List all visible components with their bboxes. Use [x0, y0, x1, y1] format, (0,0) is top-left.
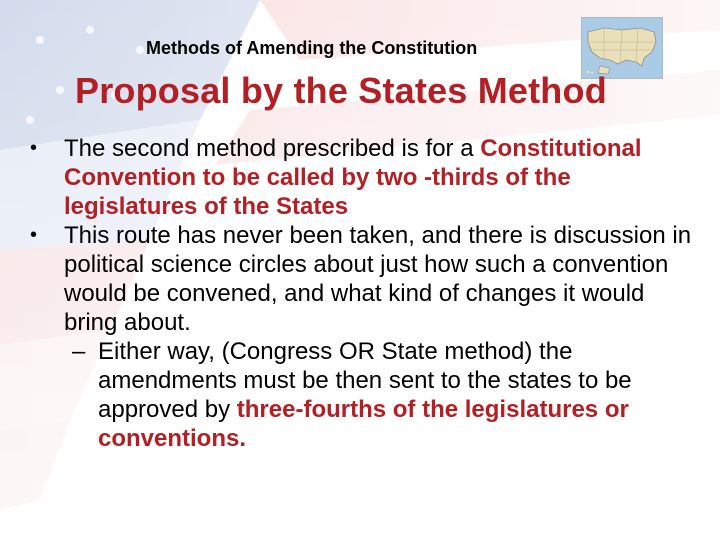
slide-body [28, 134, 692, 453]
bullet-text: The second method prescribed is for a [64, 135, 481, 162]
bullet-item [28, 221, 692, 337]
sub-bullet-text: Either way, (Congress OR State method) the amendments must be then sent to the states to be approved by [98, 338, 632, 423]
bullet-marker: • [30, 137, 38, 159]
sub-bullet-item [28, 337, 692, 453]
sub-bullet-marker: – [72, 338, 86, 365]
bullet-emphasis: Constitutional Convention to be called by two -thirds of the legislatures of the States [64, 135, 642, 220]
bullet-text: This route has never been taken, and there is discussion in political science circles about just how such a convention would be convened, and what kind of changes it would bring about. [64, 222, 692, 336]
slide-title: Proposal by the States Method [75, 70, 607, 111]
bullet-item [28, 134, 692, 221]
sub-bullet-emphasis: three-fourths of the legislatures or conventions. [98, 396, 629, 452]
super-title: Methods of Amending the Constitution [146, 38, 478, 58]
bullet-marker: • [30, 224, 38, 246]
